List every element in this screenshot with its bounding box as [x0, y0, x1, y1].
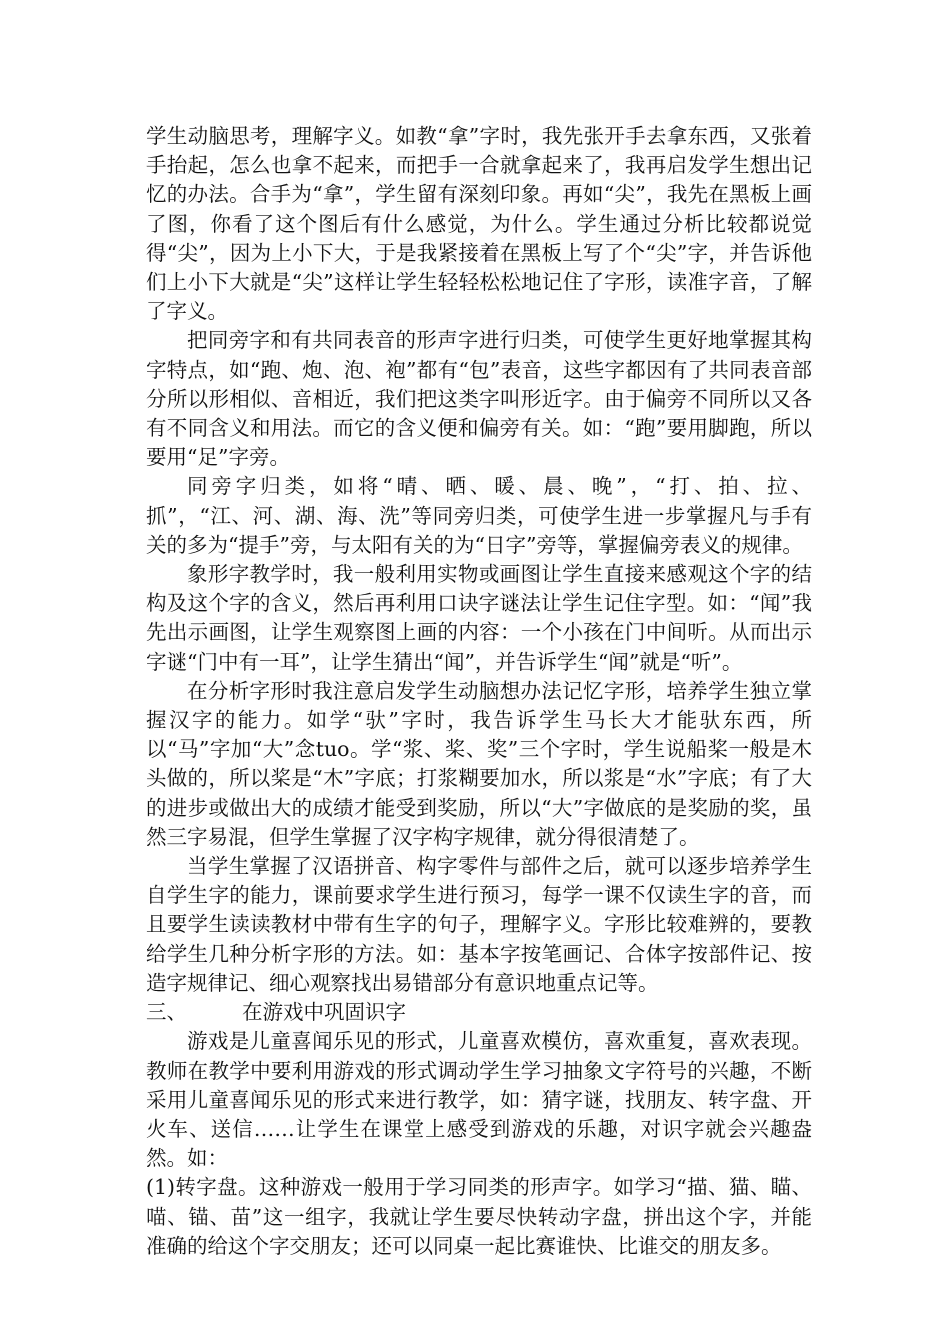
paragraph-8: (1)转字盘。这种游戏一般用于学习同类的形声字。如学习“描、猫、瞄、喵、锚、苗”这一组字，我就让学生要尽快转动字盘，拼出这个字，并能准确的给这个字交朋友；还可以同桌一起比赛谁快、比谁交的朋友多。 [146, 1175, 812, 1258]
paragraph-3: 同旁字归类，如将“晴、晒、暖、晨、晚”，“打、拍、拉、抓”，“江、河、湖、海、洗”等同旁归类，可使学生进一步掌握凡与手有关的多为“提手”旁，与太阳有关的为“日字”旁等，掌握偏旁表义的规律。 [146, 474, 812, 557]
paragraph-4: 象形字教学时，我一般利用实物或画图让学生直接来感观这个字的结构及这个字的含义，然后再利用口诀字谜法让学生记住字型。如：“闻”我先出示画图，让学生观察图上画的内容：一个小孩在门中间听。从而出示字谜“门中有一耳”，让学生猜出“闻”，并告诉学生“闻”就是“听”。 [146, 562, 812, 674]
paragraph-1: 学生动脑思考，理解字义。如教“拿”字时，我先张开手去拿东西，又张着手抬起，怎么也拿不起来，而把手一合就拿起来了，我再启发学生想出记忆的办法。合手为“拿”，学生留有深刻印象。再如“尖”，我先在黑板上画了图，你看了这个图后有什么感觉，为什么。学生通过分析比较都说觉得“尖”，因为上小下大，于是我紧接着在黑板上写了个“尖”字，并告诉他们上小下大就是“尖”这样让学生轻轻松松地记住了字形，读准字音，了解了字义。 [146, 124, 812, 324]
paragraph-6: 当学生掌握了汉语拼音、构字零件与部件之后，就可以逐步培养学生自学生字的能力，课前要求学生进行预习，每学一课不仅读生字的音，而且要学生读读教材中带有生字的句子，理解字义。字形比较难辨的，要教给学生几种分析字形的方法。如：基本字按笔画记、合体字按部件记、按造字规律记、细心观察找出易错部分有意识地重点记等。 [146, 854, 812, 995]
paragraph-7: 游戏是儿童喜闻乐见的形式，儿童喜欢模仿，喜欢重复，喜欢表现。教师在教学中要利用游戏的形式调动学生学习抽象文字符号的兴趣，不断采用儿童喜闻乐见的形式来进行教学，如：猜字谜，找朋友、转字盘、开火车、送信……让学生在课堂上感受到游戏的乐趣，对识字就会兴趣盎然。如： [146, 1029, 812, 1171]
section-heading [146, 998, 812, 1027]
paragraph-5: 在分析字形时我注意启发学生动脑想办法记忆字形，培养学生独立掌握汉字的能力。如学“驮”字时，我告诉学生马长大才能驮东西，所以“马”字加“大”念tuo。学“浆、桨、奖”三个字时，学生说船桨一般是木头做的，所以桨是“木”字底；打浆糊要加水，所以浆是“水”字底；有了大的进步或做出大的成绩才能受到奖励，所以“大”字做底的是奖励的奖，虽然三字易混，但学生掌握了汉字构字规律，就分得很清楚了。 [146, 678, 812, 849]
document-body [146, 122, 812, 1261]
section-title: 在游戏中巩固识字 [242, 1000, 406, 1025]
section-number: 三、 [146, 1000, 187, 1025]
paragraph-2: 把同旁字和有共同表音的形声字进行归类，可使学生更好地掌握其构字特点，如“跑、炮、泡、袍”都有“包”表音，这些字都因有了共同表音部分所以形相似、音相近，我们把这类字叫形近字。由于偏旁不同所以又各有不同含义和用法。而它的含义便和偏旁有关。如：“跑”要用脚跑，所以要用“足”字旁。 [146, 328, 812, 470]
